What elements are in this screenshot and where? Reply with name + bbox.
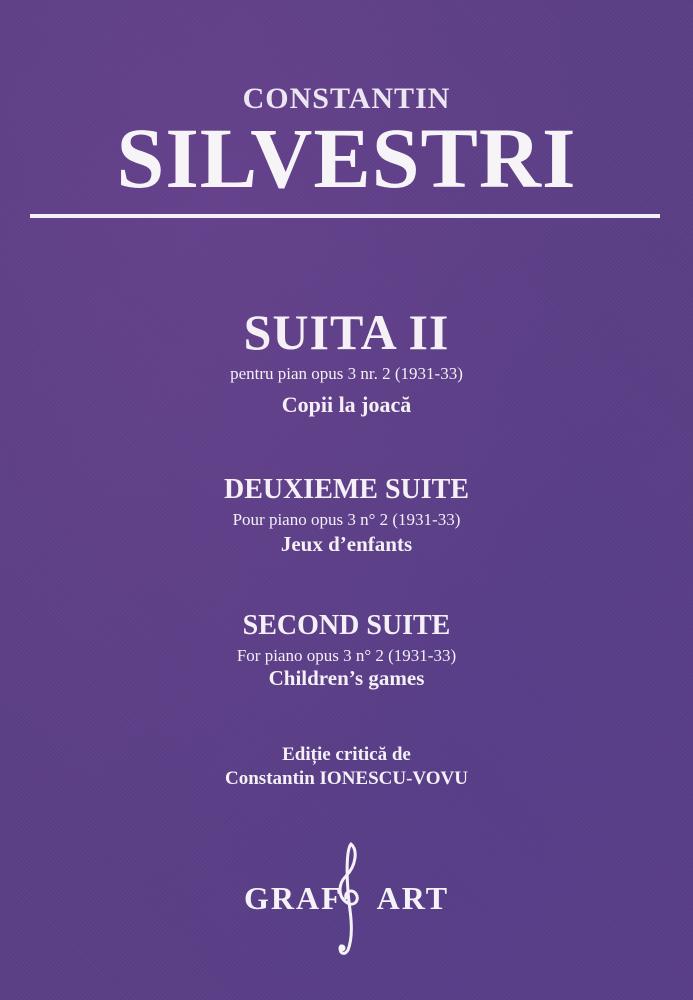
english-work-name: Children’s games xyxy=(268,666,425,690)
french-work-name: Jeux d’enfants xyxy=(280,532,413,556)
composer-first-name: CONSTANTIN xyxy=(242,82,451,115)
divider-rule xyxy=(30,214,660,218)
french-subtitle: Pour piano opus 3 n° 2 (1931-33) xyxy=(232,510,461,529)
english-subtitle: For piano opus 3 n° 2 (1931-33) xyxy=(236,646,457,665)
romanian-work-name: Copii la joacă xyxy=(281,392,412,417)
french-title: DEUXIEME SUITE xyxy=(223,474,470,505)
edition-editor-name: Constantin IONESCU-VOVU xyxy=(225,768,468,789)
publisher-name-right: ART xyxy=(376,880,450,916)
english-title: SECOND SUITE xyxy=(242,610,451,641)
composer-last-name: SILVESTRI xyxy=(116,110,577,206)
publisher-name-left: GRAF xyxy=(243,880,343,916)
treble-clef-icon xyxy=(334,840,364,960)
romanian-title: SUITA II xyxy=(243,304,450,360)
edition-credit-line: Ediție critică de xyxy=(282,744,411,765)
romanian-subtitle: pentru pian opus 3 nr. 2 (1931-33) xyxy=(230,364,463,383)
